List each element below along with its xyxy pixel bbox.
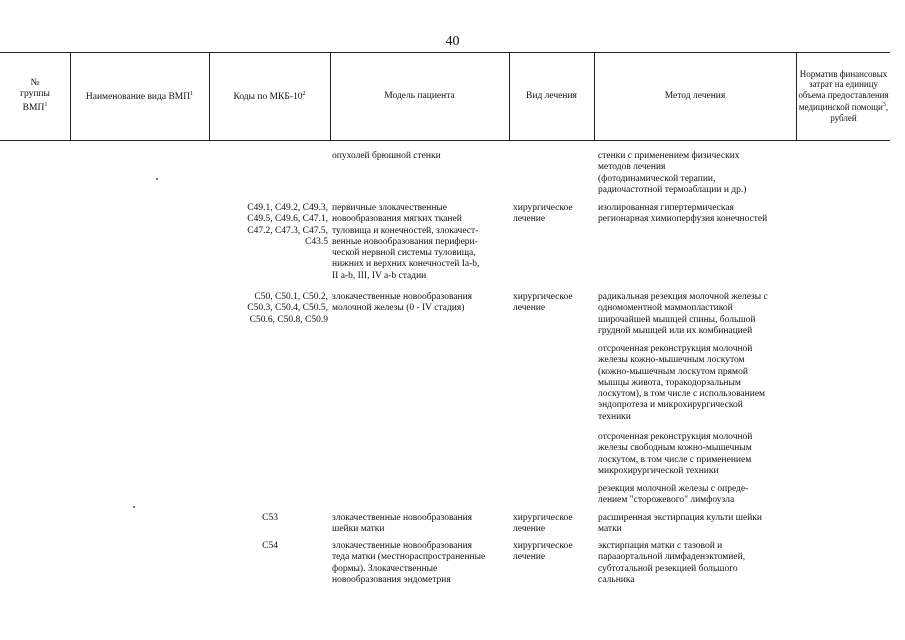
row-treatment-type: хирургическое лечение xyxy=(513,513,573,535)
header-cost-standard xyxy=(797,52,890,140)
header-treatment-method xyxy=(594,52,796,140)
row-treatment-method: радикальная резекция молочной железы с одномоментной маммопластикой широчайшей мышцей спины, большой грудной мышцей или их комбинацией xyxy=(598,292,768,336)
header-cost-standard-tail: , рублей xyxy=(830,102,889,123)
row-treatment-method: отсроченная реконструкция молочной железы свободным кожно-мышечным лоскутом, в том числе с применением микрохирургической техники xyxy=(598,432,753,476)
row-treatment-method: стенки с применением физических методов лечения (фотодинамической терапии, радиочастотной термоаблации и др.) xyxy=(598,151,747,195)
row-treatment-method: экстирпация матки с тазовой и парааортальной лимфаденэктомией, субтотальной резекцией большого сальника xyxy=(598,541,746,585)
footnote-marker: 2 xyxy=(302,90,306,97)
header-vmp-name-text: Наименование вида ВМП xyxy=(85,92,191,103)
header-treatment-method-text: Метод лечения xyxy=(664,90,726,101)
header-icd-codes xyxy=(209,52,330,140)
footnote-marker: 1 xyxy=(190,90,194,97)
row-treatment-method: резекция молочной железы с опреде- лением "сторожевого" лимфоузла xyxy=(598,484,749,506)
row-treatment-type: хирургическое лечение xyxy=(513,292,573,314)
header-vmp-name xyxy=(70,52,209,140)
page-number: 40 xyxy=(445,34,460,49)
row-treatment-method: расширенная экстирпация культи шейки матки xyxy=(598,513,763,535)
row-icd-codes: C50, C50.1, C50.2, C50.3, C50.4, C50.5, C50.6, C50.8, C50.9 xyxy=(247,292,328,325)
row-treatment-method: изолированная гипертермическая регионарная химиоперфузия конечностей xyxy=(598,203,768,225)
row-treatment-method: отсроченная реконструкция молочной железы кожно-мышечным лоскутом (кожно-мышечным лоскутом прямой мышцы живота, торакодорзальным лоскутом), в том числе с использованием эндопротеза и микрохирургической техники xyxy=(598,344,766,422)
footnote-marker: 1 xyxy=(44,101,48,108)
row-icd-codes: C49.1, C49.2, C49.3, C49.5, C49.6, C47.1, C47.2, C47.3, C47.5, C43.5 xyxy=(247,203,328,247)
header-treatment-type xyxy=(509,52,594,140)
row-treatment-type: хирургическое лечение xyxy=(513,203,573,225)
row-patient-model: злокачественные новообразования молочной железы (0 - IV стадия) xyxy=(332,292,473,314)
row-icd-codes: C54 xyxy=(262,541,278,551)
row-patient-model: опухолей брюшной стенки xyxy=(332,151,441,161)
row-patient-model: злокачественные новообразования шейки матки xyxy=(332,513,473,535)
header-patient-model xyxy=(330,52,509,140)
header-bottom-border xyxy=(0,140,890,141)
header-group-number xyxy=(0,52,70,140)
footnote-marker: 3 xyxy=(882,102,886,109)
scan-speck xyxy=(133,506,135,508)
row-treatment-type: хирургическое лечение xyxy=(513,541,573,563)
row-patient-model: злокачественные новообразования теда матки (местнораспространенные формы). Злокачественные новообразования эндометрия xyxy=(332,541,486,585)
row-patient-model: первичные злокачественные новообразования мягких тканей туловища и конечностей, злокачест- венные новообразования перифери- ческой нервной системы туловища, нижних и верхних конечностей Ia-b, II a-b, III, IV a-b стадии xyxy=(332,203,480,281)
header-cost-standard-text: Норматив финансовых затрат на единицу объема предоставления медицинской помощи xyxy=(798,68,889,113)
header-treatment-type-text: Вид лечения xyxy=(526,90,577,101)
header-patient-model-text: Модель пациента xyxy=(384,90,455,101)
row-icd-codes: C53 xyxy=(262,513,278,523)
header-icd-codes-text: Коды по МКБ-10 xyxy=(233,92,303,103)
scan-speck xyxy=(156,178,158,180)
header-group-number-text: № группы ВМП xyxy=(20,77,50,114)
